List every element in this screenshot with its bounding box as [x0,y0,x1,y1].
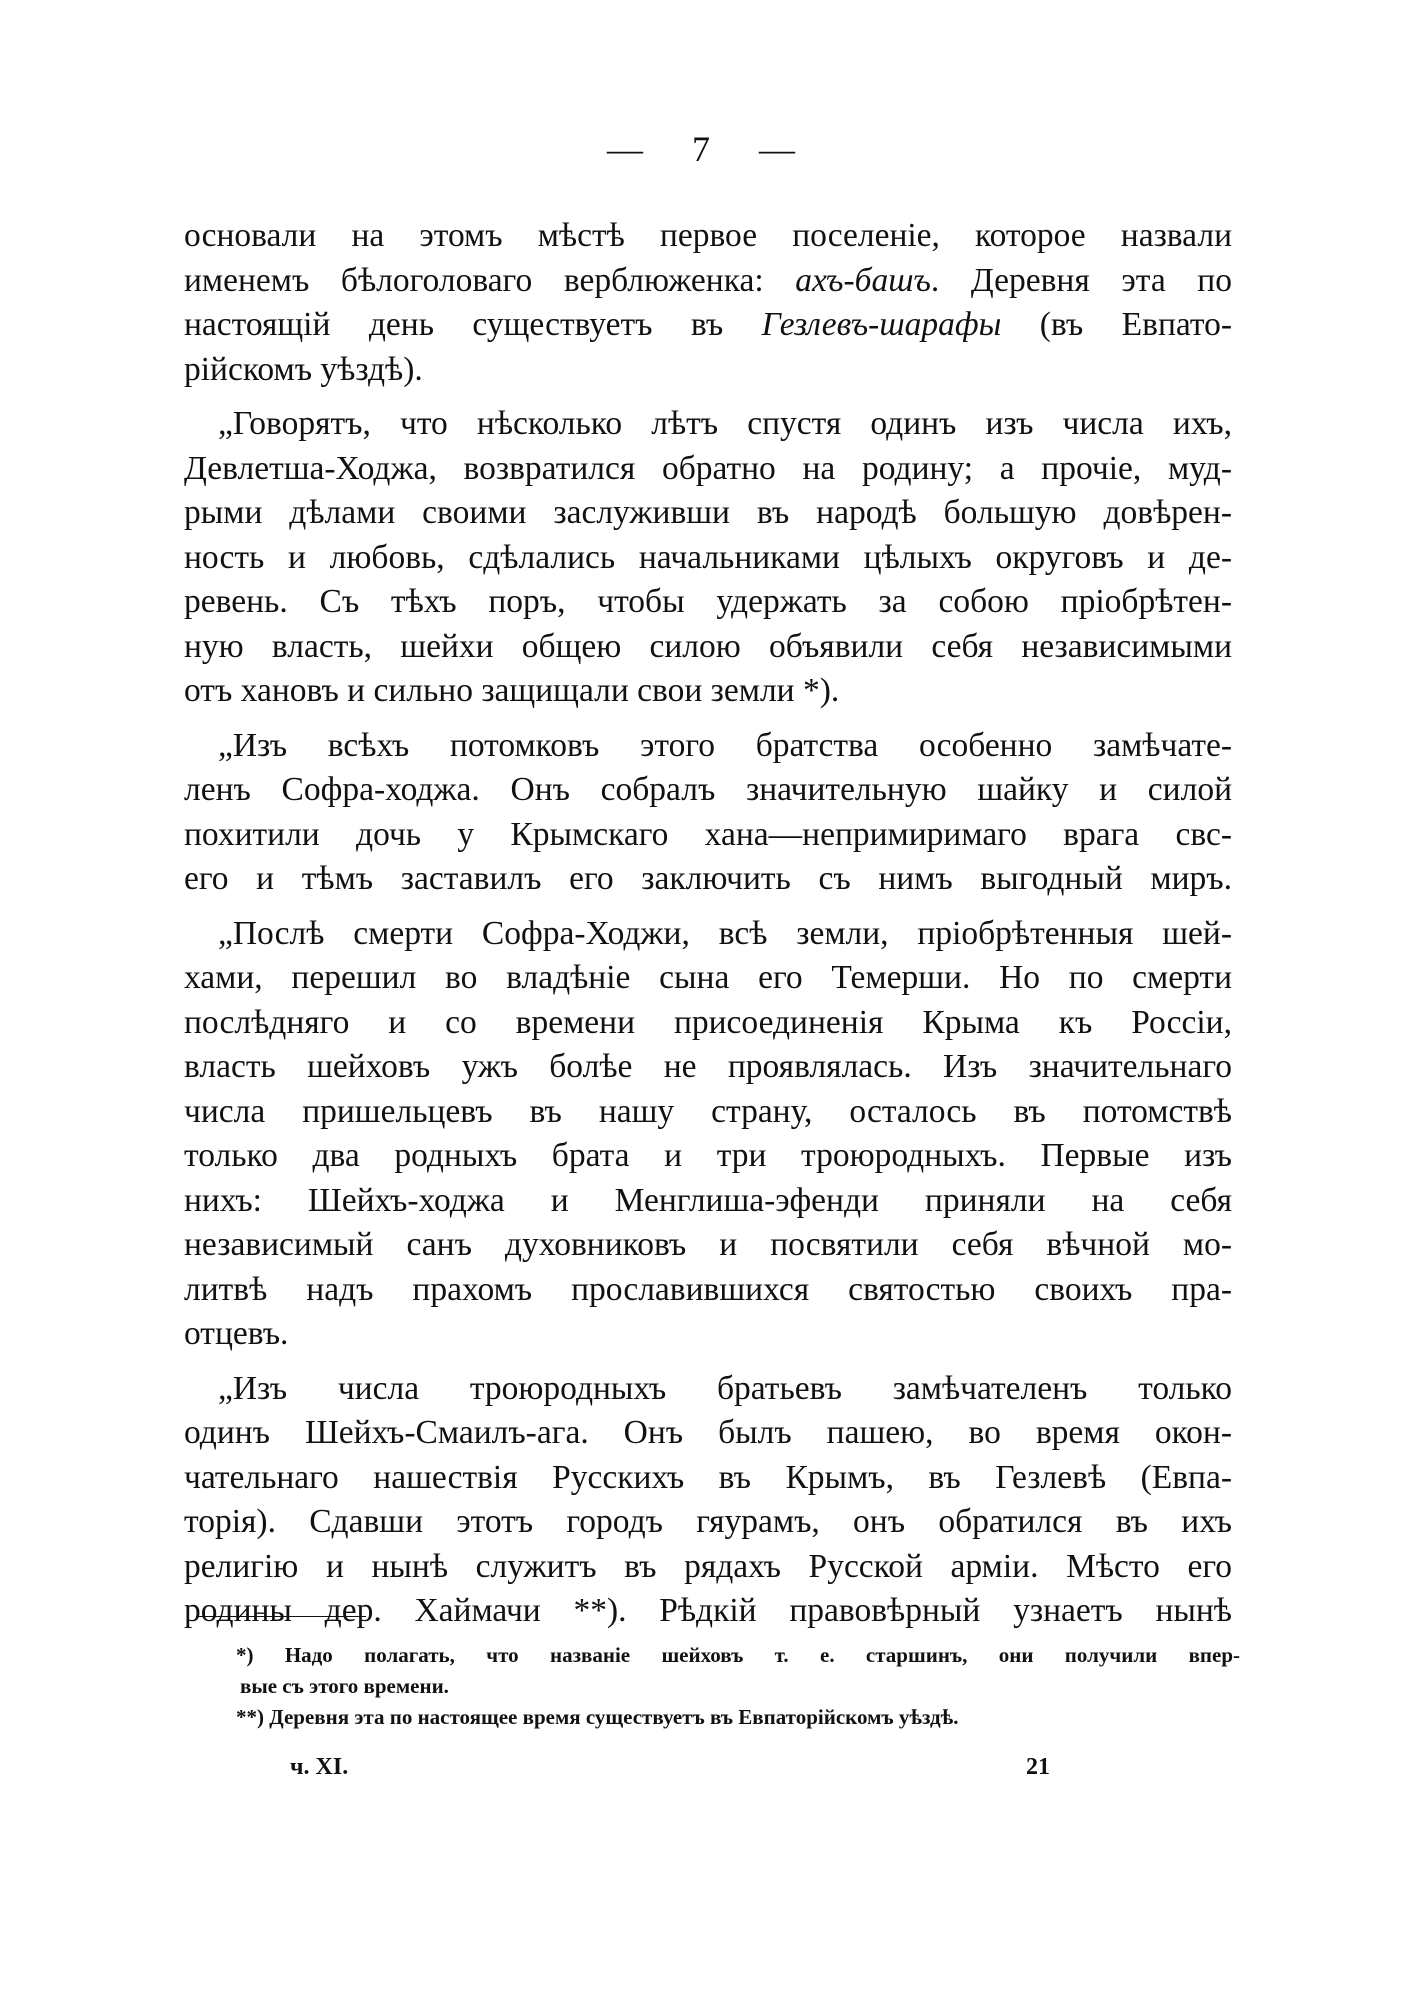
header-dash-right: — [759,129,797,169]
text-line: торія). Сдавши этотъ городъ гяурамъ, онъ обратился въ ихъ [184,1503,1232,1540]
text-line: ленъ Софра-ходжа. Онъ собралъ значительную шайку и силой [184,771,1232,808]
footnotes [236,1640,1240,1733]
paragraph-4 [184,912,1232,1357]
text-line: ную власть, шейхи общею силою объявили себя независимыми [184,627,1232,665]
footnote-divider [196,1616,366,1617]
text-line: „Говорятъ, что нѣсколько лѣтъ спустя одинъ изъ числа ихъ, [218,405,1232,442]
text-line: Девлетша-Ходжа, возвратился обратно на родину; а прочіе, муд- [184,449,1232,487]
text-line: родины дер. Хаймачи **). Рѣдкій правовѣрный узнаетъ нынѣ [184,1592,1232,1629]
text-line: рійскомъ уѣздѣ). [184,350,423,388]
paragraph-1 [184,214,1232,392]
text-line: „Изъ числа троюродныхъ братьевъ замѣчателенъ только [218,1369,1232,1407]
paragraph-3 [184,724,1232,902]
text-line: хами, перешил во владѣніе сына его Темерши. Но по смерти [184,959,1232,996]
text-line: „Изъ всѣхъ потомковъ этого братства особенно замѣчате- [218,726,1232,764]
text-line: отцевъ. [184,1315,289,1352]
text-line: рыми дѣлами своими заслуживши въ народѣ большую довѣрен- [184,494,1232,531]
text-line: чательнаго нашествія Русскихъ въ Крымъ, въ Гезлевѣ (Евпа- [184,1458,1232,1496]
footnote-1-line: *) Надо полагать, что названіе шейховъ т. е. старшинъ, они получили впер- [236,1643,1240,1667]
text-line: именемъ бѣлоголоваго верблюженка: ахъ-башъ. Деревня эта по [184,261,1232,299]
text-line: его и тѣмъ заставилъ его заключить съ нимъ выгодный миръ. [184,860,1232,897]
text-line: ревень. Съ тѣхъ поръ, чтобы удержать за собою пріобрѣтен- [184,583,1232,620]
emphasis-text: Гезлевъ-шарафы [761,306,1002,343]
text-line: основали на этомъ мѣстѣ первое поселеніе, которое назвали [184,217,1232,254]
text-line: послѣдняго и со времени присоединенія Крыма къ Россіи, [184,1003,1232,1041]
text-line: нихъ: Шейхъ-ходжа и Менглиша-эфенди приняли на себя [184,1181,1232,1219]
signature-part: ч. XI. [290,1754,349,1780]
emphasis-text: ахъ-башъ [795,261,931,299]
text-line: власть шейховъ ужъ болѣе не проявлялась. Изъ значительнаго [184,1048,1232,1085]
text-line: литвѣ надъ прахомъ прославившихся святостью своихъ пра- [184,1270,1232,1308]
paragraph-2 [184,402,1232,714]
signature-sheet-number: 21 [1026,1754,1050,1780]
text-line: ность и любовь, сдѣлались начальниками цѣлыхъ округовъ и де- [184,538,1232,576]
text-line: только два родныхъ брата и три троюродныхъ. Первые изъ [184,1137,1232,1174]
text-line: числа пришельцевъ въ нашу страну, осталось въ потомствѣ [184,1092,1232,1130]
footnote-1-line: вые съ этого времени. [240,1674,449,1698]
footnote-2-line: **) Деревня эта по настоящее время существуетъ въ Евпаторійскомъ уѣздѣ. [236,1705,959,1729]
text-line: одинъ Шейхъ-Смаилъ-ага. Онъ былъ пашею, во время окон- [184,1414,1232,1451]
text-line: настоящій день существуетъ въ Гезлевъ-шарафы (въ Евпато- [184,306,1233,343]
text-line: религію и нынѣ служитъ въ рядахъ Русской арміи. Мѣсто его [184,1547,1232,1585]
text-line: „Послѣ смерти Софра-Ходжи, всѣ земли, пріобрѣтенныя шей- [218,914,1232,952]
text-line: отъ хановъ и сильно защищали свои земли *). [184,672,840,709]
page-number: 7 [692,129,712,169]
paragraph-5 [184,1367,1232,1634]
page-header [0,128,1404,170]
header-dash-left: — [607,129,645,169]
body-text [184,214,1232,1634]
text-line: похитили дочь у Крымскаго хана—непримиримаго врага свс- [184,815,1232,853]
text-line: независимый санъ духовниковъ и посвятили себя вѣчной мо- [184,1226,1232,1263]
